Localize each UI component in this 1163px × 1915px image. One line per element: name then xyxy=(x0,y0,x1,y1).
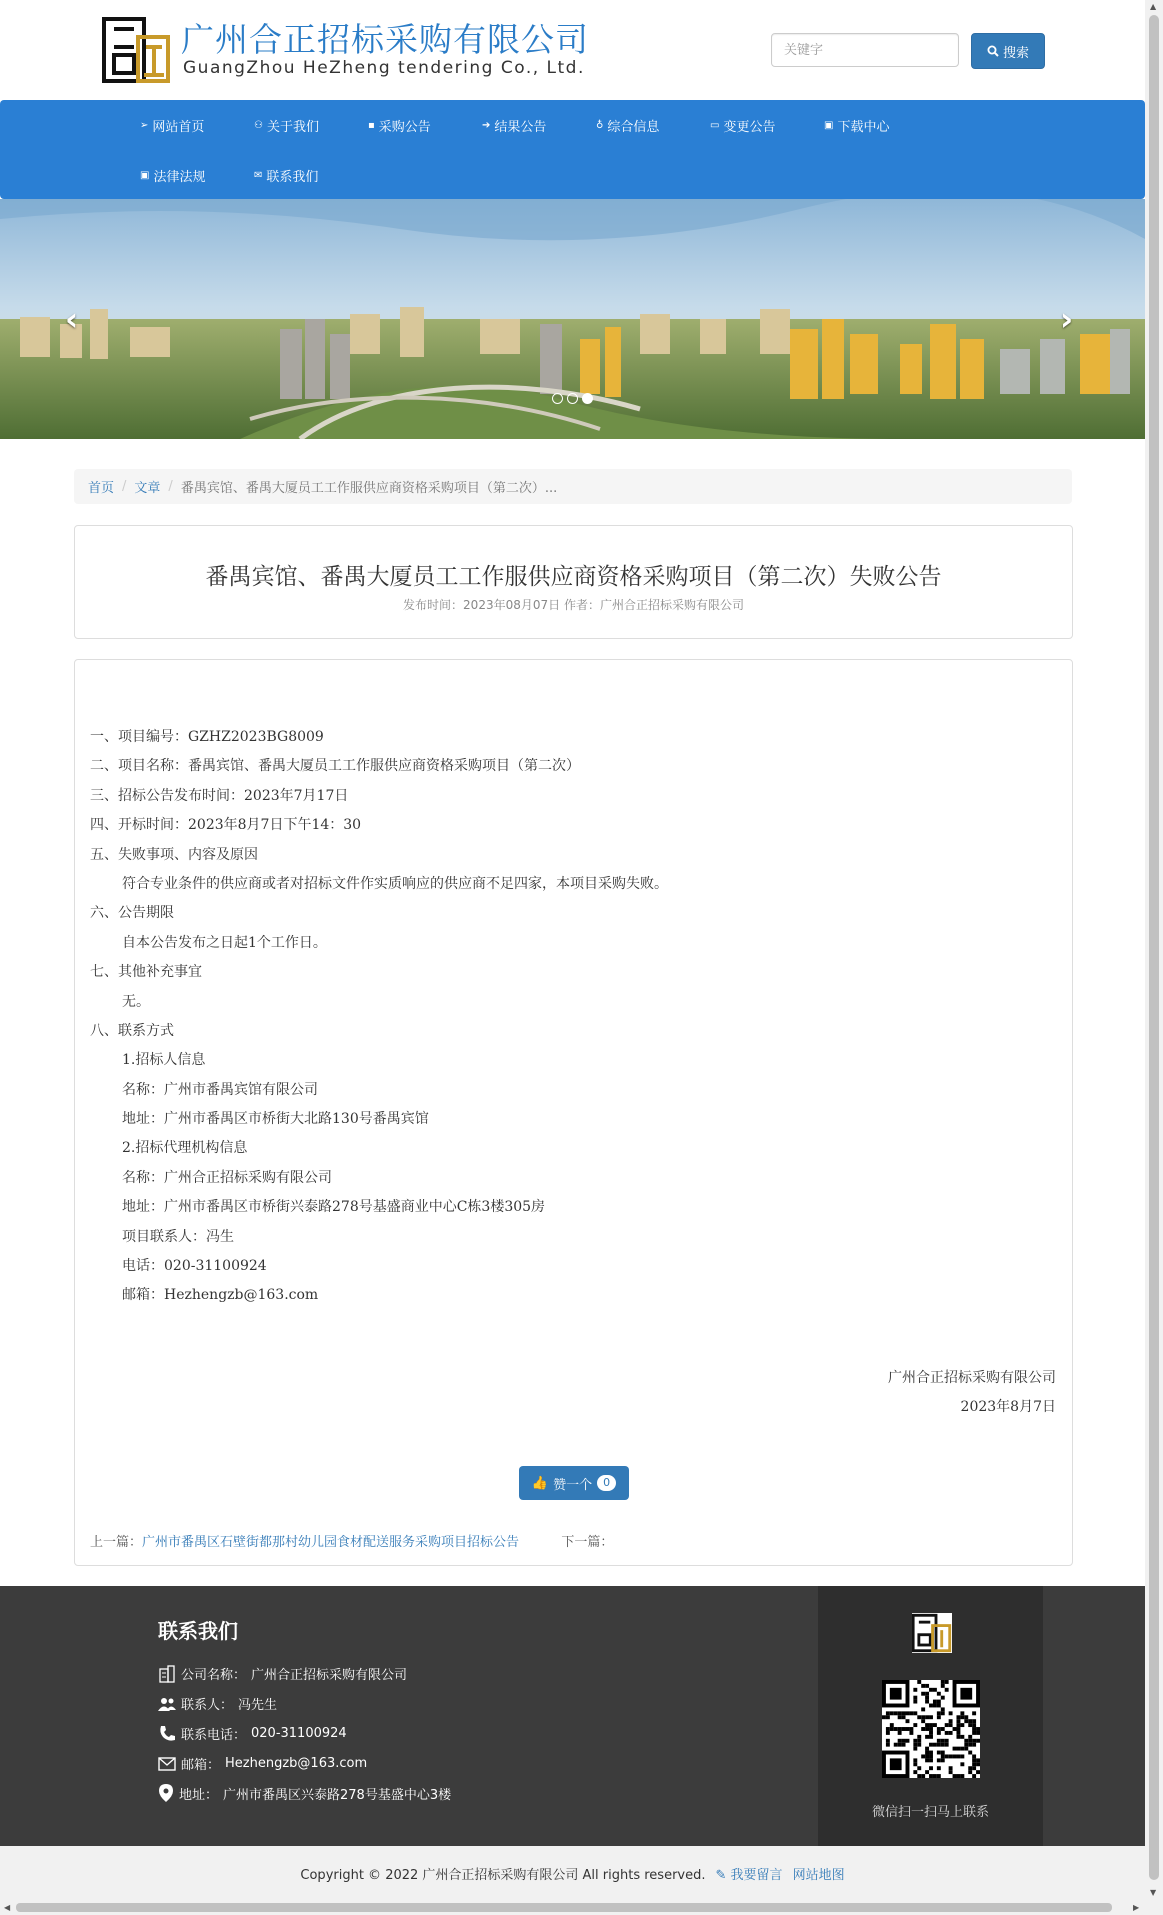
breadcrumb-home-link[interactable]: 首页 xyxy=(88,481,115,496)
vertical-scroll-thumb[interactable] xyxy=(1149,15,1159,1880)
main-nav xyxy=(0,100,1145,199)
footer-email-label: 邮箱： xyxy=(181,1758,221,1773)
carousel-dot[interactable] xyxy=(567,393,578,404)
content-line: 2.招标代理机构信息 xyxy=(122,1140,248,1157)
footer-phone-row xyxy=(158,1724,347,1743)
footer-company: 广州合正招标采购有限公司 xyxy=(251,1668,408,1683)
prev-label: 上一篇： xyxy=(90,1535,143,1550)
vertical-scrollbar[interactable] xyxy=(1145,0,1163,1900)
carousel-dot[interactable] xyxy=(552,393,563,404)
nav-item-label: 法律法规 xyxy=(153,170,206,185)
scroll-up-icon[interactable]: ▲ xyxy=(1150,2,1157,11)
company-name-en: GuangZhou HeZheng tendering Co., Ltd. xyxy=(183,58,585,78)
nav-item-label: 下载中心 xyxy=(837,120,890,135)
article-content xyxy=(90,723,1050,1311)
content-line: 邮箱：Hezhengzb@163.com xyxy=(122,1287,319,1304)
horizontal-scroll-thumb[interactable] xyxy=(16,1903,1112,1912)
footer-phone-label: 联系电话： xyxy=(181,1728,247,1743)
carousel-dot-active[interactable] xyxy=(582,393,593,404)
content-line: 六、公告期限 xyxy=(90,905,174,922)
nav-item-label: 变更公告 xyxy=(723,120,776,135)
qr-code-icon xyxy=(882,1680,980,1778)
nav-item-label: 联系我们 xyxy=(266,170,319,185)
nav-item-label: 综合信息 xyxy=(607,120,660,135)
scroll-left-icon[interactable]: ◀ xyxy=(4,1903,11,1912)
nav-item-general[interactable] xyxy=(596,116,659,135)
footer-title: 联系我们 xyxy=(158,1619,238,1643)
content-line: 名称：广州市番禺宾馆有限公司 xyxy=(122,1081,318,1098)
search-button[interactable] xyxy=(971,33,1045,69)
content-line: 地址：广州市番禺区市桥街大北路130号番禺宾馆 xyxy=(122,1111,429,1128)
scroll-right-icon[interactable]: ▶ xyxy=(1133,1903,1140,1912)
like-label: 赞一个 xyxy=(553,1477,593,1493)
content-line: 三、招标公告发布时间：2023年7月17日 xyxy=(90,787,349,804)
breadcrumb xyxy=(74,469,1072,504)
nav-item-laws[interactable] xyxy=(140,166,205,185)
article-meta: 发布时间：2023年08月07日 作者：广州合正招标采购有限公司 xyxy=(403,598,744,612)
article-header-panel xyxy=(74,525,1073,639)
nav-item-label: 采购公告 xyxy=(378,120,431,135)
like-count-badge: 0 xyxy=(597,1475,616,1491)
content-line: 四、开标时间：2023年8月7日下午14：30 xyxy=(90,817,362,834)
send-icon: ➢ xyxy=(140,119,149,131)
content-line: 地址：广州市番禺区市桥街兴泰路278号基盛商业中心C栋3楼305房 xyxy=(122,1199,546,1216)
nav-item-results[interactable] xyxy=(482,116,546,135)
breadcrumb-current: 番禺宾馆、番禺大厦员工工作服供应商资格采购项目（第二次）... xyxy=(180,481,558,496)
content-line: 1.招标人信息 xyxy=(122,1052,206,1069)
mail-icon xyxy=(158,1757,176,1771)
edit-icon: ✎ xyxy=(715,1867,727,1883)
footer-email-row xyxy=(158,1754,367,1773)
article-title: 番禺宾馆、番禺大厦员工工作服供应商资格采购项目（第二次）失败公告 xyxy=(205,564,942,590)
prev-next-nav xyxy=(90,1531,613,1550)
hero-carousel[interactable] xyxy=(0,199,1145,439)
next-label: 下一篇： xyxy=(561,1535,614,1550)
company-name-cn: 广州合正招标采购有限公司 xyxy=(181,20,589,59)
search-button-label: 搜索 xyxy=(1002,45,1029,61)
footer-contact-row xyxy=(158,1694,277,1713)
content-line: 七、其他补充事宜 xyxy=(90,964,202,981)
nav-item-home[interactable] xyxy=(140,116,204,135)
footer-company-label: 公司名称： xyxy=(181,1668,247,1683)
mail-icon: ✉ xyxy=(254,169,263,181)
content-line: 项目联系人：冯生 xyxy=(122,1228,234,1245)
nav-item-label: 结果公告 xyxy=(494,120,547,135)
search-icon xyxy=(987,45,999,57)
nav-item-label: 网站首页 xyxy=(152,120,205,135)
content-line: 名称：广州合正招标采购有限公司 xyxy=(122,1169,332,1186)
breadcrumb-separator: / xyxy=(168,479,173,494)
leave-message-link[interactable] xyxy=(716,1864,783,1883)
sitemap-link[interactable]: 网站地图 xyxy=(792,1867,845,1883)
prev-article-link[interactable]: 广州市番禺区石壁街都那村幼儿园食材配送服务采购项目招标公告 xyxy=(142,1535,520,1550)
users-icon: ⚇ xyxy=(254,119,263,131)
bulb-icon: ♁ xyxy=(596,119,604,131)
content-line: 二、项目名称：番禺宾馆、番禺大厦员工工作服供应商资格采购项目（第二次） xyxy=(90,758,580,775)
content-line: 电话：020-31100924 xyxy=(122,1258,267,1275)
arrow-circle-icon: ➔ xyxy=(482,119,491,131)
calendar-icon: ▭ xyxy=(710,119,720,131)
qr-panel xyxy=(818,1586,1043,1846)
carousel-indicators xyxy=(552,393,593,404)
content-line: 八、联系方式 xyxy=(90,1022,174,1039)
users-icon xyxy=(158,1696,176,1712)
leave-message-label: 我要留言 xyxy=(730,1867,783,1883)
footer-contact: 冯先生 xyxy=(238,1698,278,1713)
lock-icon: ▪ xyxy=(368,119,375,131)
footer-logo-icon xyxy=(912,1613,952,1653)
footer-phone: 020-31100924 xyxy=(251,1726,347,1741)
thumbs-up-icon: 👍 xyxy=(531,1475,549,1491)
qr-caption: 微信扫一扫马上联系 xyxy=(871,1805,989,1820)
nav-item-about[interactable] xyxy=(254,116,319,135)
b-icon: ▣ xyxy=(140,169,150,181)
copyright-bar xyxy=(0,1846,1145,1900)
breadcrumb-separator: / xyxy=(122,479,127,494)
like-button[interactable] xyxy=(519,1466,629,1500)
footer-email: Hezhengzb@163.com xyxy=(225,1756,368,1771)
content-line: 符合专业条件的供应商或者对招标文件作实质响应的供应商不足四家，本项目采购失败。 xyxy=(122,875,668,892)
signature-company: 广州合正招标采购有限公司 xyxy=(888,1370,1056,1386)
content-line: 无。 xyxy=(122,993,150,1010)
footer-address: 广州市番禺区兴泰路278号基盛中心3楼 xyxy=(223,1787,452,1803)
download-icon: ▣ xyxy=(824,119,834,131)
nav-item-label: 关于我们 xyxy=(266,120,319,135)
nav-item-downloads[interactable] xyxy=(824,116,889,135)
article-body-panel xyxy=(74,659,1073,1566)
footer-company-row xyxy=(158,1664,407,1683)
phone-icon xyxy=(158,1725,176,1743)
horizontal-scrollbar[interactable] xyxy=(0,1900,1163,1915)
building-icon xyxy=(158,1665,176,1683)
nav-item-procurement[interactable] xyxy=(368,116,431,135)
content-line: 五、失败事项、内容及原因 xyxy=(90,846,258,863)
map-pin-icon xyxy=(158,1783,174,1803)
footer-address-row xyxy=(158,1783,451,1803)
nav-item-changes[interactable] xyxy=(710,116,775,135)
content-line: 一、项目编号：GZHZ2023BG8009 xyxy=(90,729,324,745)
search-input[interactable] xyxy=(771,33,959,67)
site-footer xyxy=(0,1586,1145,1846)
carousel-next-icon[interactable]: › xyxy=(1060,300,1074,338)
copyright-text: Copyright © 2022 广州合正招标采购有限公司 All rights reserved. xyxy=(300,1867,706,1883)
breadcrumb-section-link[interactable]: 文章 xyxy=(134,481,161,496)
company-logo-icon[interactable] xyxy=(102,17,172,83)
footer-contact-label: 联系人： xyxy=(181,1698,234,1713)
scroll-down-icon[interactable]: ▼ xyxy=(1150,1888,1157,1897)
carousel-prev-icon[interactable]: ‹ xyxy=(65,300,79,338)
content-line: 自本公告发布之日起1个工作日。 xyxy=(122,934,327,951)
site-header xyxy=(0,0,1145,100)
signature-date: 2023年8月7日 xyxy=(960,1399,1056,1415)
footer-address-label: 地址： xyxy=(179,1787,219,1803)
nav-item-contact[interactable] xyxy=(254,166,318,185)
